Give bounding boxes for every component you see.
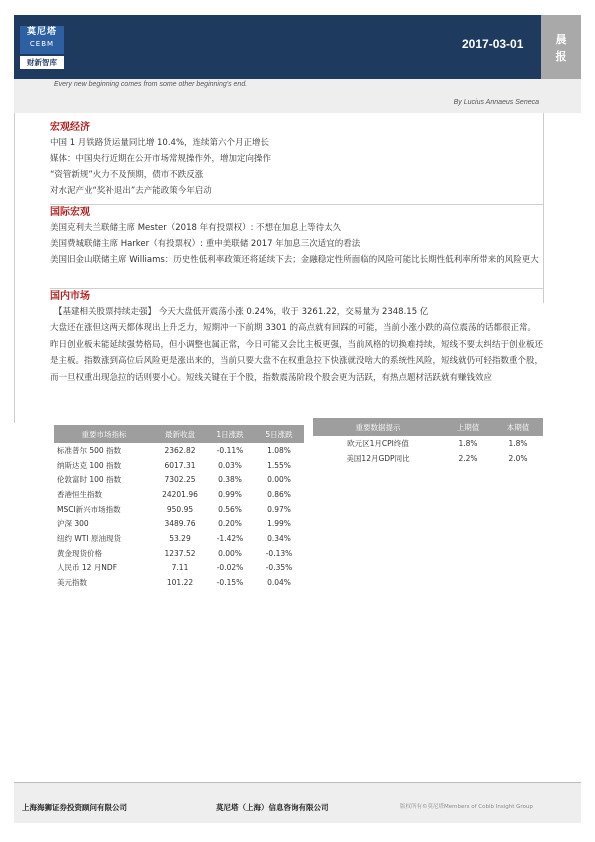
column-header: 最新收盘 xyxy=(154,425,206,443)
change-1d: 0.99% xyxy=(218,489,242,499)
footer-copyright: 版权所有©莫尼塔Members of Cobib Insight Group xyxy=(400,804,533,810)
change-1d: -0.11% xyxy=(216,445,244,455)
change-5d: 0.86% xyxy=(267,489,291,499)
column-header: 5日涨跌 xyxy=(254,425,304,443)
divider xyxy=(50,204,544,205)
news-headline: 【基建相关股票持续走强】 今天大盘低开震荡小涨 0.24%，收于 3261.22，交易量为 2348.15 亿 xyxy=(54,307,429,317)
table-row xyxy=(54,487,304,502)
indicator-name: 纽约 WTI 原油现货 xyxy=(57,533,121,543)
change-1d: 0.20% xyxy=(218,519,242,529)
column-header: 本期值 xyxy=(493,418,543,436)
logo-cn: 莫尼塔 xyxy=(26,27,57,37)
change-5d: 0.04% xyxy=(267,578,291,588)
close-value: 950.95 xyxy=(166,504,194,514)
report-type-tab xyxy=(541,15,581,79)
data-release-table xyxy=(313,418,543,465)
change-1d: -0.15% xyxy=(216,578,244,588)
indicator-name: 纳斯达克 100 指数 xyxy=(57,460,122,470)
section-title-domestic: 国内市场 xyxy=(50,291,90,302)
change-5d: 1.08% xyxy=(267,445,291,455)
section-macro xyxy=(50,121,544,199)
section-intl xyxy=(50,206,544,269)
close-value: 7.11 xyxy=(171,563,189,573)
close-value: 7302.25 xyxy=(164,475,196,485)
news-line: 美国费城联储主席 Harker（有投票权）: 重申美联储 2017 年加息三次适宜的看法 xyxy=(50,239,361,249)
table-row xyxy=(54,502,304,517)
news-line: 对水泥产业“奖补退出”去产能政策今年启动 xyxy=(50,186,212,196)
indicator-name: 标准普尔 500 指数 xyxy=(57,445,122,455)
section-title-intl: 国际宏观 xyxy=(50,207,90,218)
current-value: 1.8% xyxy=(508,438,528,448)
column-header: 1日涨跌 xyxy=(206,425,254,443)
change-5d: 0.00% xyxy=(267,475,291,485)
change-5d: 0.97% xyxy=(267,504,291,514)
news-line: 美国旧金山联储主席 Williams：历史性低利率政策还将延续下去；金融稳定性所面临的风险可能比长期性低利率所带来的风险更大 xyxy=(50,255,539,265)
table-row xyxy=(54,531,304,546)
close-value: 101.22 xyxy=(166,578,194,588)
table-row xyxy=(313,451,543,466)
footer-company-mid: 莫尼塔（上海）信息咨询有限公司 xyxy=(216,803,329,812)
table-row xyxy=(54,472,304,487)
change-1d: 0.00% xyxy=(218,548,242,558)
column-header: 重要数据提示 xyxy=(313,418,443,436)
table-row xyxy=(54,575,304,590)
data-item: 美国12月GDP同比 xyxy=(346,453,410,463)
indicator-name: 香港恒生指数 xyxy=(57,489,102,499)
change-1d: 0.03% xyxy=(218,460,242,470)
news-line: “资管新规”火力不及预期，债市不跌反涨 xyxy=(50,170,204,180)
table-row xyxy=(54,561,304,576)
table-row xyxy=(54,516,304,531)
indicator-name: 沪深 300 xyxy=(57,519,89,529)
quote-text: Every new beginning comes from some other beginning's end. xyxy=(54,81,248,88)
current-value: 2.0% xyxy=(508,453,528,463)
section-domestic xyxy=(50,290,544,386)
table-row xyxy=(54,546,304,561)
previous-value: 2.2% xyxy=(458,453,478,463)
change-5d: -0.13% xyxy=(265,548,293,558)
close-value: 3489.76 xyxy=(164,519,196,529)
change-1d: -0.02% xyxy=(216,563,244,573)
data-item: 欧元区1月CPI终值 xyxy=(347,438,409,448)
close-value: 24201.96 xyxy=(162,489,198,499)
close-value: 2362.82 xyxy=(164,445,196,455)
change-5d: 1.99% xyxy=(267,519,291,529)
report-date: 2017-03-01 xyxy=(462,37,524,51)
indicator-name: 美元指数 xyxy=(57,578,87,588)
market-indicator-table xyxy=(54,425,304,590)
column-header: 重要市场指标 xyxy=(54,425,154,443)
table-row xyxy=(54,458,304,473)
section-title-macro: 宏观经济 xyxy=(50,122,90,133)
divider xyxy=(50,288,544,289)
table-row xyxy=(313,436,543,451)
news-line: 中国 1 月铁路货运量同比增 10.4%，连续第六个月正增长 xyxy=(50,138,270,148)
change-5d: -0.35% xyxy=(265,563,293,573)
previous-value: 1.8% xyxy=(458,438,478,448)
change-1d: 0.56% xyxy=(218,504,242,514)
footer-company-left: 上海海狮证券投资顾问有限公司 xyxy=(22,803,127,812)
change-5d: 1.55% xyxy=(267,460,291,470)
logo-tag: 财新智库 xyxy=(20,56,64,69)
left-rule xyxy=(14,113,15,423)
column-header: 上期值 xyxy=(443,418,493,436)
indicator-name: 人民币 12 月NDF xyxy=(57,563,118,573)
report-type-label: 晨 报 xyxy=(555,33,567,63)
indicator-name: 黄金现货价格 xyxy=(57,548,102,558)
close-value: 53.29 xyxy=(169,533,191,543)
quote-author: By Lucius Annaeus Seneca xyxy=(453,99,539,106)
indicator-name: MSCI新兴市场指数 xyxy=(57,504,121,514)
change-5d: 0.34% xyxy=(267,533,291,543)
logo-en: CEBM xyxy=(29,40,55,48)
logo xyxy=(20,26,64,54)
close-value: 6017.31 xyxy=(164,460,196,470)
news-line: 媒体：中国央行近期在公开市场常规操作外，增加定向操作 xyxy=(50,154,272,164)
change-1d: 0.38% xyxy=(218,475,242,485)
table-row xyxy=(54,443,304,458)
indicator-name: 伦敦富时 100 指数 xyxy=(57,475,122,485)
close-value: 1237.52 xyxy=(164,548,196,558)
change-1d: -1.42% xyxy=(216,533,244,543)
news-line: 美国克利夫兰联储主席 Mester（2018 年有投票权）: 不想在加息上等待太久 xyxy=(50,223,342,233)
news-paragraph: 大盘还在涨但这两天都体现出上升乏力，短期冲一下前期 3301 的高点就有回踩的可能，当前小涨小跌的高位震荡的话都很正常。昨日创业板未能延续强势格局，但小调整也属正常，今日可能又会比主板更强，当前风格的切换难持续，短线不要太纠结于创业板还是主板。指数涨到高位后风险更是涨出来的，当前只要大盘不在权重急拉下快涨就没啥大的系统性风险，短线就仍可轻指数重个股，而一旦权重出现急拉的话则要小心。短线关键在于个股，指数震荡阶段个股会更为活跃，有热点题材活跃就有赚钱效应 xyxy=(50,323,544,383)
